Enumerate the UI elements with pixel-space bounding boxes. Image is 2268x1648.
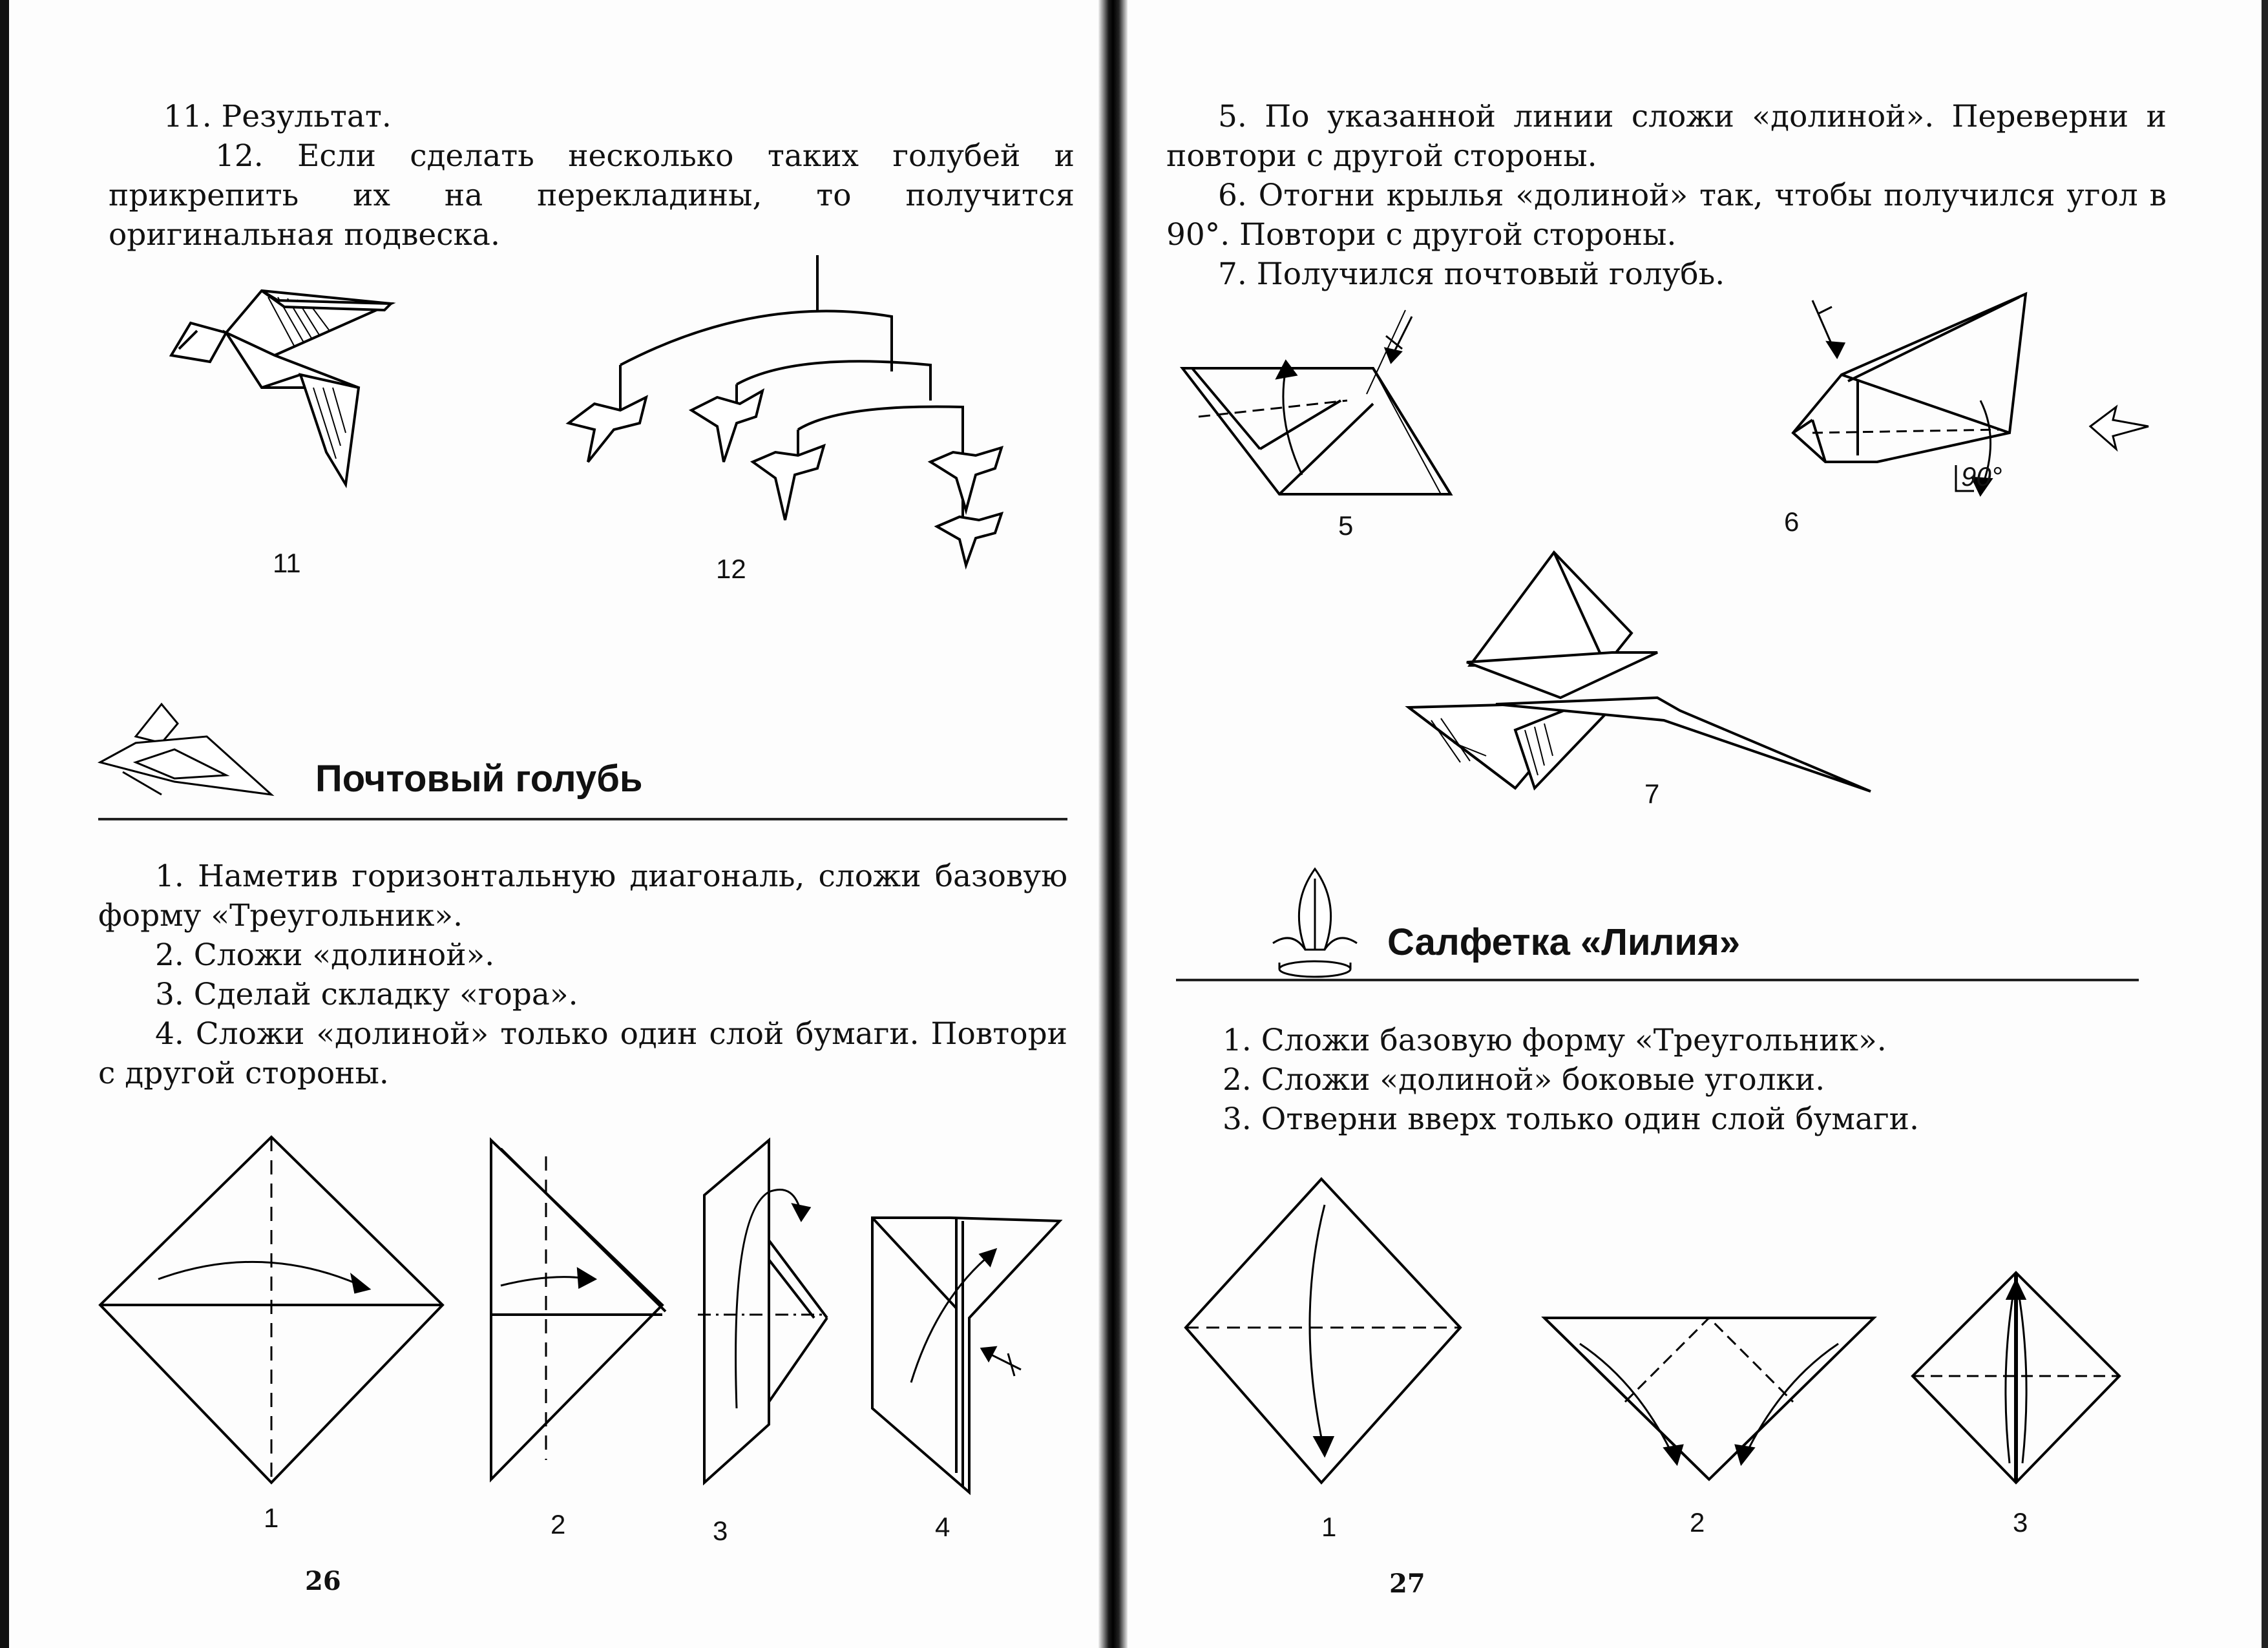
page-number-left: 26: [305, 1566, 341, 1596]
dove-diagram-1-label: 1: [264, 1503, 279, 1533]
lily-step-3: 3. Отверни вверх только один слой бумаги.: [1223, 1101, 1919, 1137]
figure-11-label: 11: [273, 548, 301, 578]
section-rule: [98, 818, 1067, 820]
step-12: 12. Если сделать несколько таких голубей и прикрепить их на перекладины, то получится оригинальная подвеска.: [109, 138, 1075, 253]
continued-steps: [1166, 97, 2167, 294]
dove-diagram-5-label: 5: [1338, 510, 1354, 541]
dove-diagram-2: [488, 1137, 669, 1486]
dove-step-7: 7. Получился почтовый голубь.: [1218, 256, 1725, 292]
section-dove-icon: [97, 698, 278, 801]
dove-diagram-3: [698, 1137, 840, 1492]
dove-diagram-2-label: 2: [551, 1509, 566, 1539]
dove-diagram-4: [866, 1215, 1073, 1499]
book-binding: [1098, 0, 1128, 1648]
dove-diagram-1: [97, 1131, 446, 1486]
dove-diagram-3-label: 3: [713, 1516, 728, 1546]
dove-diagram-7: [1405, 549, 1871, 795]
lily-diagram-3: [1909, 1269, 2123, 1489]
lily-steps: [1176, 1021, 2139, 1139]
figure-11-dove: [165, 284, 397, 491]
dove-step-5: 5. По указанной линии сложи «долиной». Переверни и повтори с другой стороны.: [1166, 99, 2167, 174]
left-page: [0, 0, 1098, 1648]
dove-step-3: 3. Сделай складку «гора».: [155, 977, 578, 1012]
dove-diagram-4-label: 4: [935, 1512, 950, 1542]
intro-steps: [109, 97, 1075, 255]
dove-step-4: 4. Сложи «долиной» только один слой бумаги. Повтори с другой стороны.: [98, 1016, 1067, 1091]
step-11: 11. Результат.: [163, 99, 392, 134]
dove-step-1: 1. Наметив горизонтальную диагональ, сложи базовую форму «Треугольник».: [98, 859, 1067, 934]
dove-step-2: 2. Сложи «долиной».: [155, 937, 495, 973]
section-title-lily-napkin: Салфетка «Лилия»: [1387, 921, 1741, 963]
mail-dove-steps: [98, 857, 1067, 1093]
lily-diagram-1: [1182, 1176, 1467, 1486]
lily-step-2: 2. Сложи «долиной» боковые уголки.: [1223, 1062, 1825, 1098]
page-number-right: 27: [1389, 1569, 1425, 1599]
angle-90-label: 90°: [1961, 461, 2002, 492]
lily-diagram-3-label: 3: [2013, 1507, 2028, 1538]
figure-12-label: 12: [716, 554, 746, 584]
lily-diagram-1-label: 1: [1321, 1512, 1337, 1542]
section-title-mail-dove: Почтовый голубь: [315, 758, 643, 800]
dove-diagram-7-label: 7: [1644, 778, 1660, 809]
dove-step-6: 6. Отогни крылья «долиной» так, чтобы получился угол в 90°. Повтори с другой стороны.: [1166, 178, 2167, 253]
right-page: [1128, 0, 2268, 1648]
dove-diagram-5: [1179, 310, 1483, 504]
section-rule-right: [1176, 979, 2139, 981]
lily-step-1: 1. Сложи базовую форму «Треугольник».: [1223, 1023, 1887, 1058]
lily-diagram-2: [1541, 1311, 1877, 1486]
lily-diagram-2-label: 2: [1690, 1507, 1705, 1538]
figure-12-mobile: [562, 255, 1027, 578]
lily-napkin-icon: [1266, 866, 1363, 982]
dove-diagram-6-label: 6: [1784, 506, 1800, 537]
